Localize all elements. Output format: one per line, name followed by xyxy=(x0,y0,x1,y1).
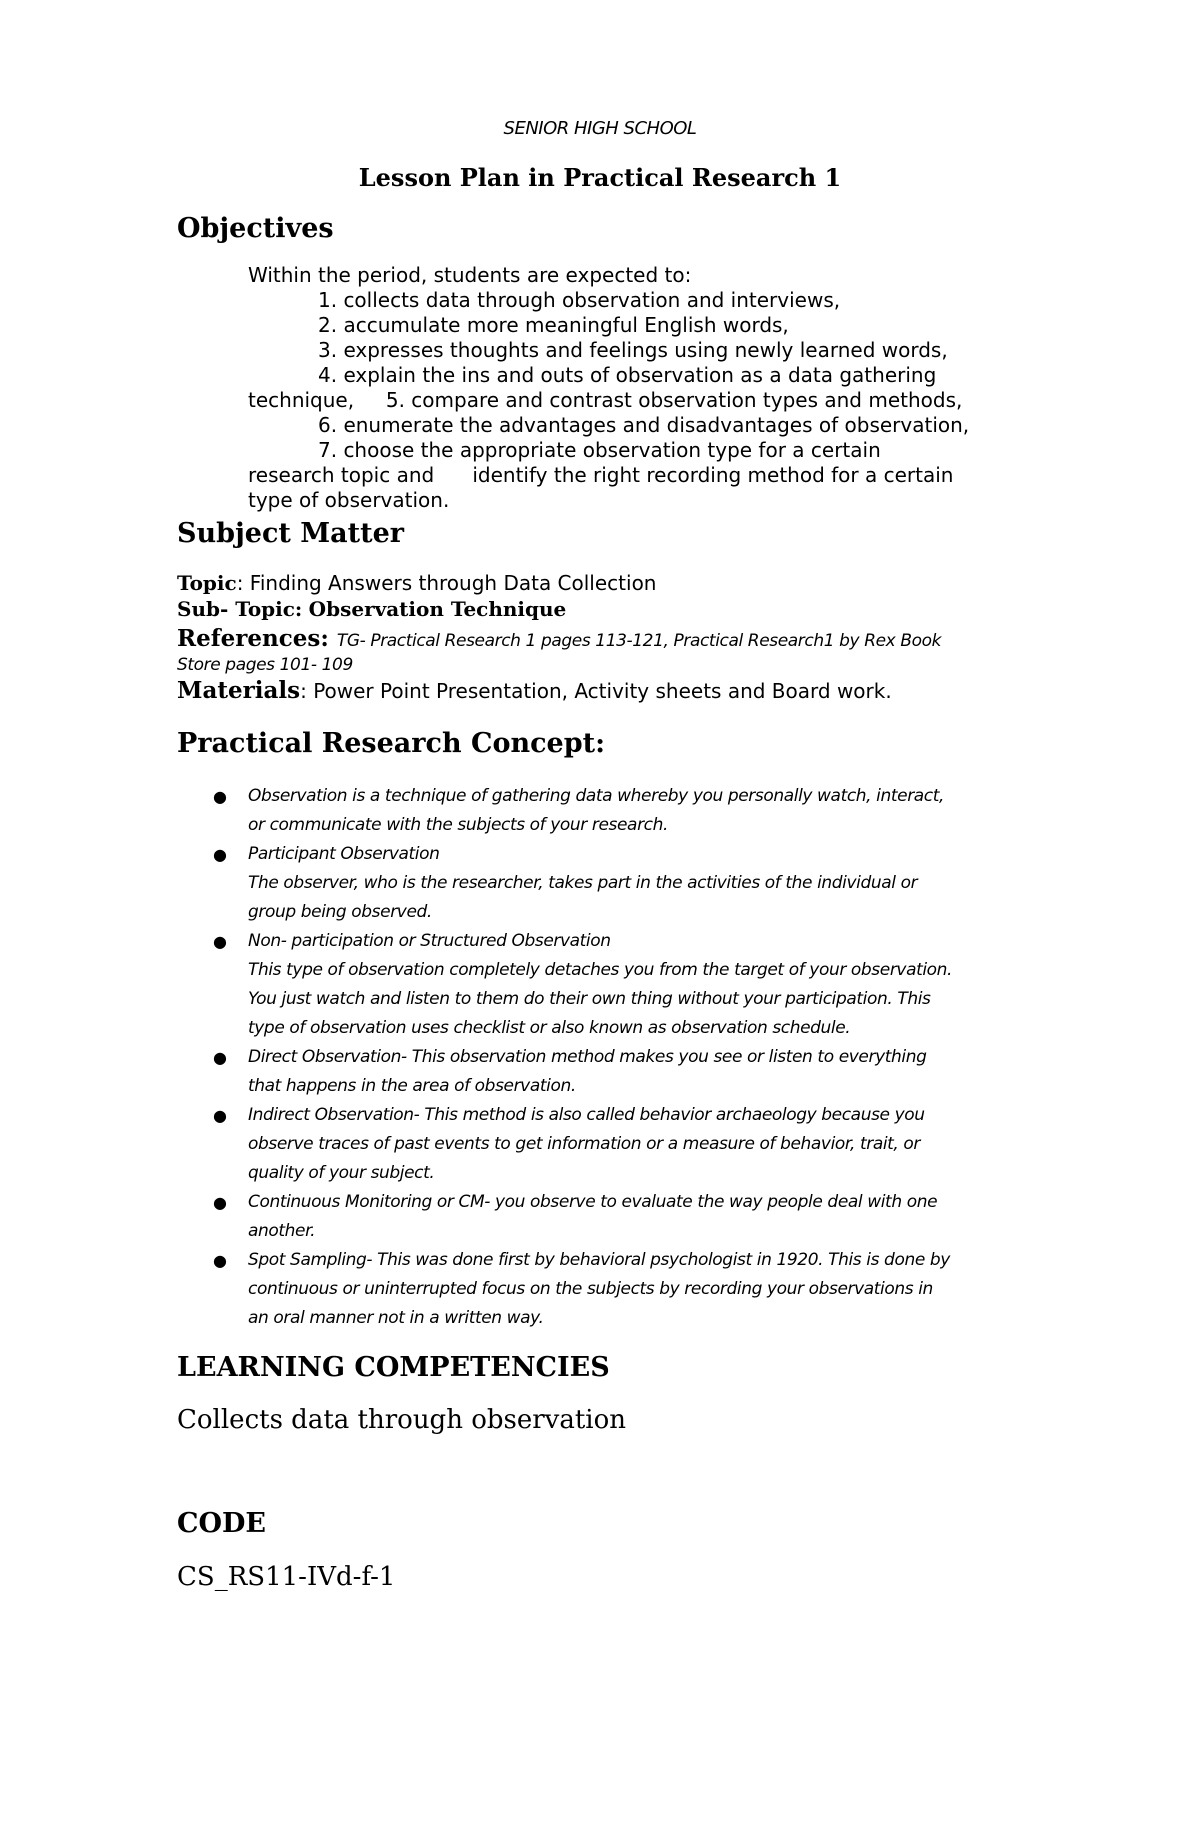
bullet-icon: ● xyxy=(213,932,227,951)
objective-line: 2. accumulate more meaningful English words, xyxy=(318,313,789,337)
objective-line: research topic and identify the right recording method for a certain xyxy=(248,463,954,487)
concept-line: that happens in the area of observation. xyxy=(248,1076,576,1096)
concept-line: This type of observation completely detaches you from the target of your observation. xyxy=(248,960,953,980)
topic-label: Topic xyxy=(177,571,237,595)
materials-value: Power Point Presentation, Activity sheets and Board work. xyxy=(313,679,892,703)
bullet-icon: ● xyxy=(213,1048,227,1067)
concept-line: Direct Observation- This observation method makes you see or listen to everything xyxy=(248,1047,927,1067)
concept-list xyxy=(177,782,1047,1333)
concept-line: quality of your subject. xyxy=(248,1163,435,1183)
concept-line: Observation is a technique of gathering data whereby you personally watch, interact, xyxy=(248,786,945,806)
objective-line: 1. collects data through observation and interviews, xyxy=(318,288,841,312)
concept-line: observe traces of past events to get information or a measure of behavior, trait, or xyxy=(248,1134,921,1154)
objective-line: 4. explain the ins and outs of observation as a data gathering xyxy=(318,363,937,387)
concept-line: type of observation uses checklist or also known as observation schedule. xyxy=(248,1018,851,1038)
bullet-icon: ● xyxy=(213,845,227,864)
school-label: SENIOR HIGH SCHOOL xyxy=(503,118,697,139)
objective-line: technique, 5. compare and contrast observation types and methods, xyxy=(248,388,963,412)
concept-item xyxy=(177,1043,1047,1101)
objective-line: 6. enumerate the advantages and disadvantages of observation, xyxy=(318,413,970,437)
competencies-heading: LEARNING COMPETENCIES xyxy=(177,1352,610,1383)
concept-item xyxy=(177,782,1047,840)
objectives-list xyxy=(248,263,1038,513)
concept-heading: Practical Research Concept: xyxy=(177,728,606,759)
materials-label: Materials xyxy=(177,677,301,704)
lesson-title: Lesson Plan in Practical Research 1 xyxy=(358,163,842,192)
code-heading: CODE xyxy=(177,1508,267,1539)
objectives-intro: Within the period, students are expected to: xyxy=(248,263,692,287)
objective-line: type of observation. xyxy=(248,488,450,512)
references-value-continued: Store pages 101- 109 xyxy=(177,655,353,675)
bullet-icon: ● xyxy=(213,1193,227,1212)
subtopic-label: Sub- Topic: xyxy=(177,597,303,621)
concept-line: continuous or uninterrupted focus on the subjects by recording your observations in xyxy=(248,1279,933,1299)
bullet-icon: ● xyxy=(213,1106,227,1125)
bullet-icon: ● xyxy=(213,1251,227,1270)
code-text: CS_RS11-IVd-f-1 xyxy=(177,1562,396,1592)
concept-line: You just watch and listen to them do their own thing without your participation. This xyxy=(248,989,931,1009)
competencies-text: Collects data through observation xyxy=(177,1405,627,1435)
objective-line: 3. expresses thoughts and feelings using newly learned words, xyxy=(318,338,948,362)
concept-line: The observer, who is the researcher, takes part in the activities of the individual or xyxy=(248,873,918,893)
objective-line: 7. choose the appropriate observation type for a certain xyxy=(318,438,881,462)
references-label: References xyxy=(177,625,321,652)
references-row-continued xyxy=(177,651,1037,677)
subtopic-row xyxy=(177,597,1037,625)
references-value: TG- Practical Research 1 pages 113-121, Practical Research1 by Rex Book xyxy=(336,631,942,651)
concept-line: Indirect Observation- This method is also called behavior archaeology because you xyxy=(248,1105,925,1125)
concept-line: an oral manner not in a written way. xyxy=(248,1308,544,1328)
materials-row: Materials: Power Point Presentation, Activity sheets and Board work. xyxy=(177,677,892,704)
concept-line: Non- participation or Structured Observation xyxy=(248,931,611,951)
concept-item xyxy=(177,1101,1047,1188)
concept-line: another. xyxy=(248,1221,316,1241)
concept-item xyxy=(177,1246,1047,1333)
objectives-heading: Objectives xyxy=(177,213,334,244)
concept-line: Participant Observation xyxy=(248,844,440,864)
concept-item xyxy=(177,927,1047,1043)
subject-matter-details xyxy=(177,571,1037,705)
bullet-icon: ● xyxy=(213,787,227,806)
topic-value: Finding Answers through Data Collection xyxy=(249,571,657,595)
subtopic-value: Observation Technique xyxy=(308,597,567,621)
concept-item xyxy=(177,840,1047,927)
topic-row: Topic: Finding Answers through Data Collection xyxy=(177,571,657,595)
concept-line: group being observed. xyxy=(248,902,432,922)
concept-line: Spot Sampling- This was done first by behavioral psychologist in 1920. This is done by xyxy=(248,1250,950,1270)
references-row: References: TG- Practical Research 1 pages 113-121, Practical Research1 by Rex Book xyxy=(177,625,942,652)
concept-item xyxy=(177,1188,1047,1246)
subject-matter-heading: Subject Matter xyxy=(177,518,404,549)
concept-line: Continuous Monitoring or CM- you observe to evaluate the way people deal with one xyxy=(248,1192,938,1212)
concept-line: or communicate with the subjects of your research. xyxy=(248,815,668,835)
